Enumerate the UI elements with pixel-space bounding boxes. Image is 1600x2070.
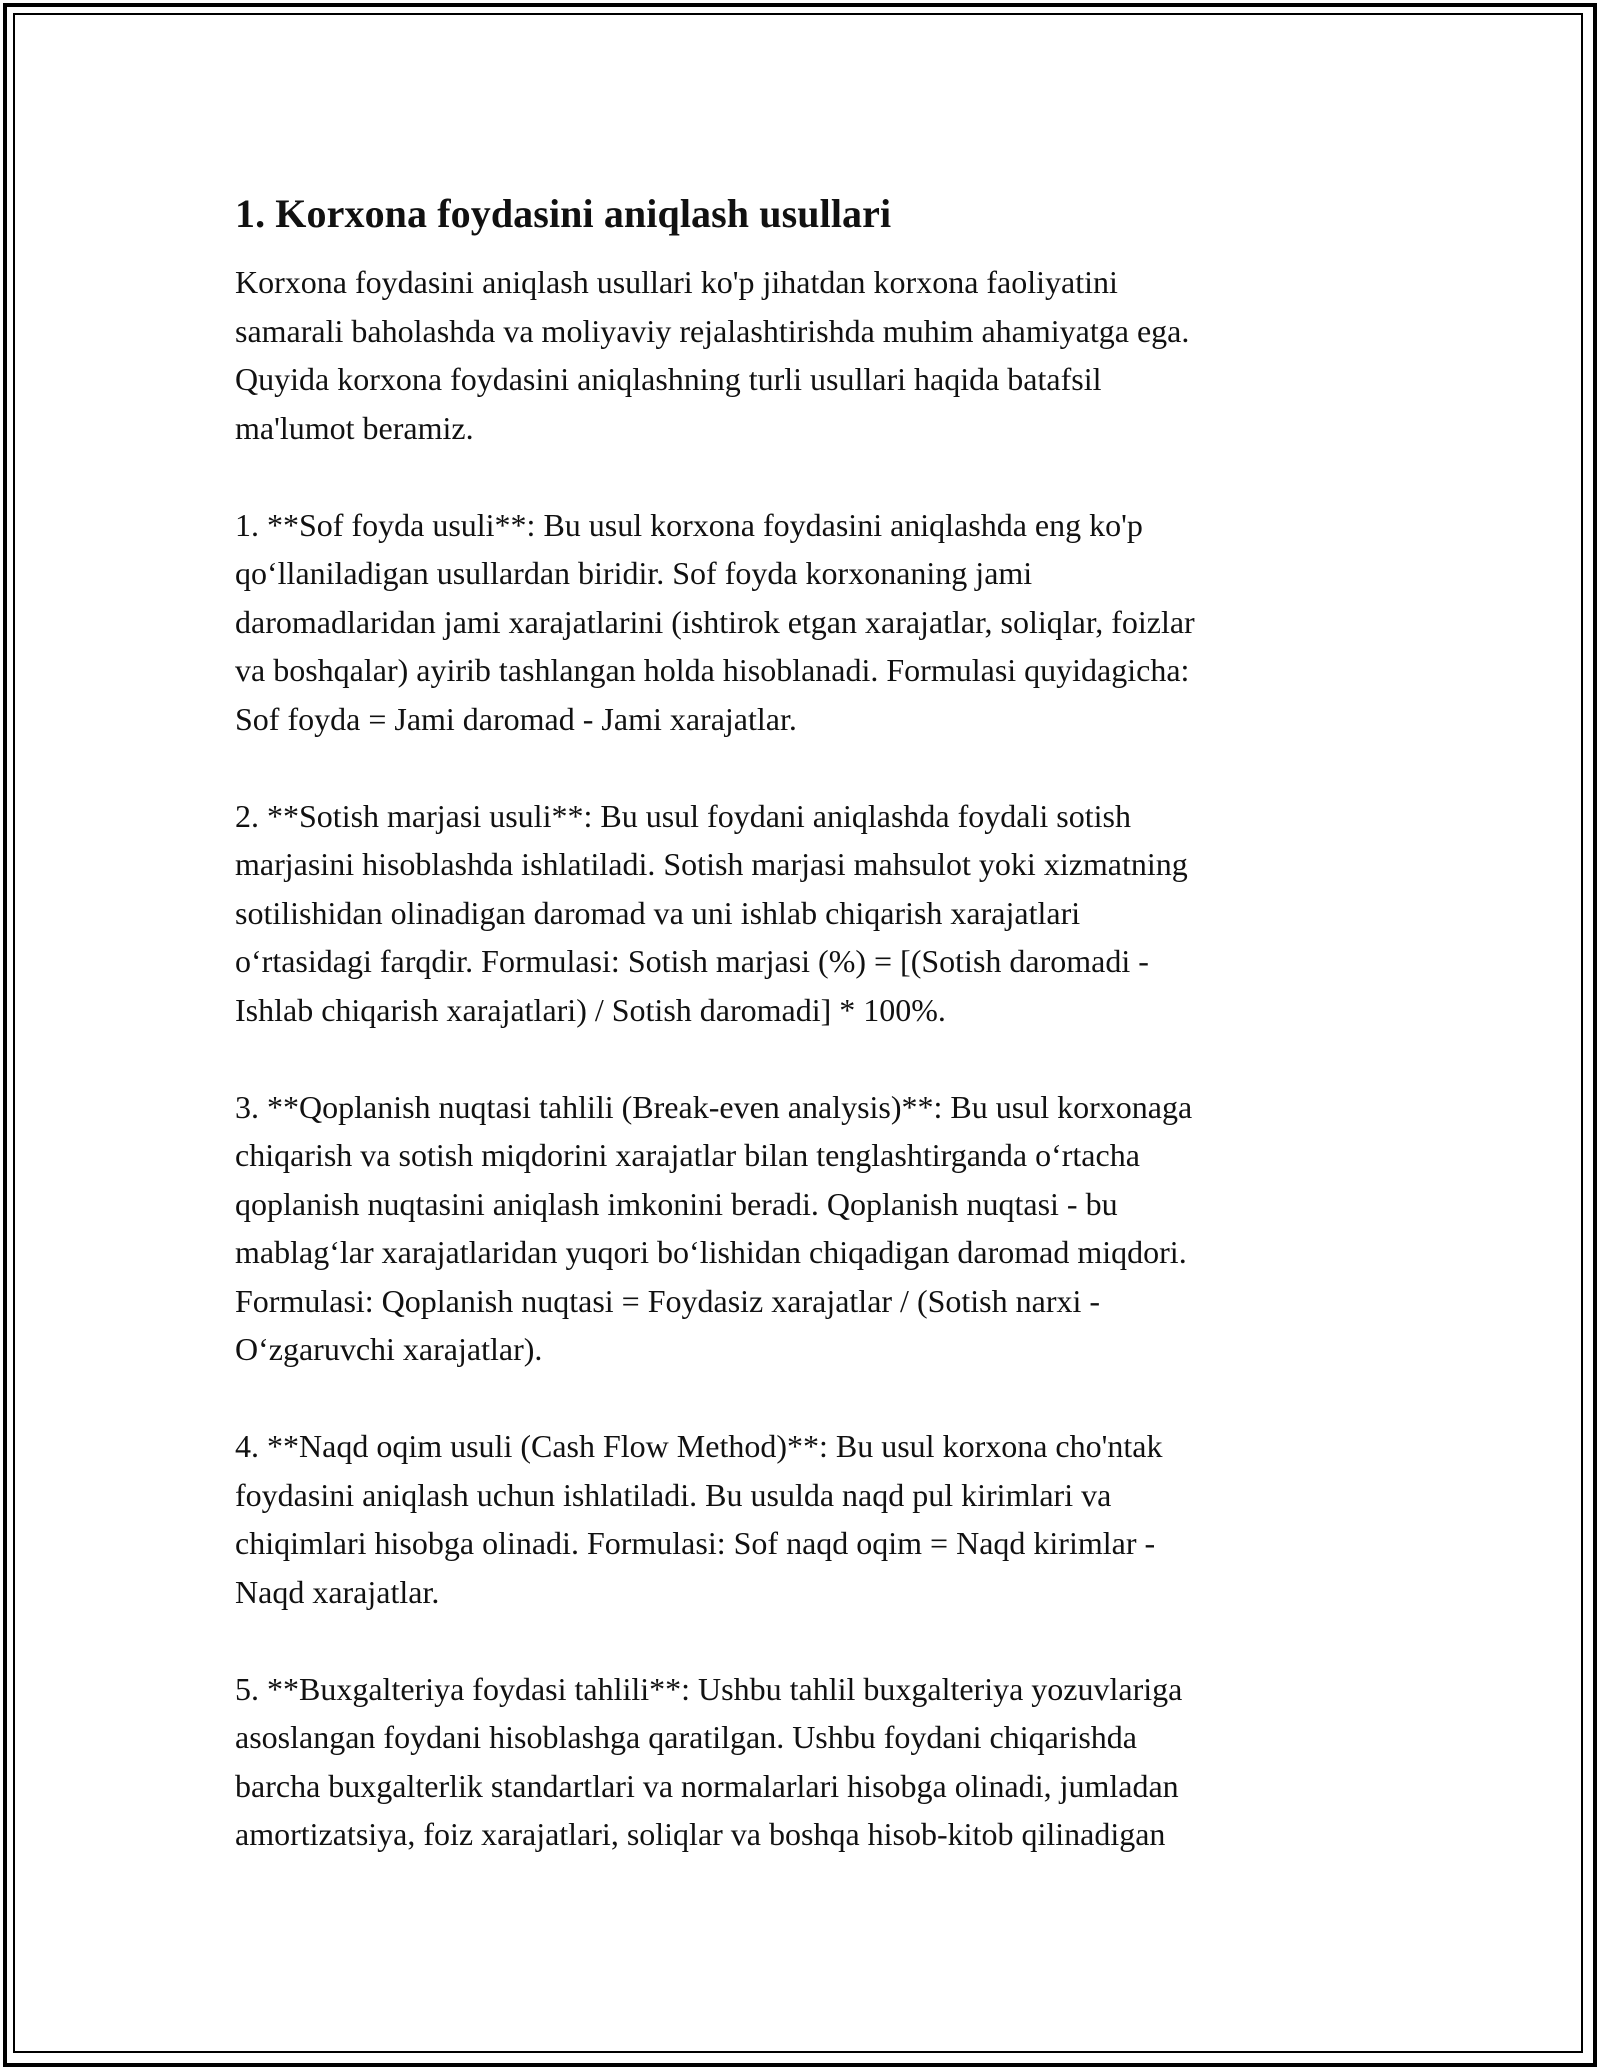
method-paragraph-3: 3. **Qoplanish nuqtasi tahlili (Break-even analysis)**: Bu usul korxonaga chiqarish va sotish miqdorini xarajatlar bilan tenglashtirganda o‘rtacha qoplanish nuqtasini aniqlash imkonini beradi. Qoplanish nuqtasi - bu mablag‘lar xarajatlaridan yuqori bo‘lishidan chiqadigan daromad miqdori. Formulasi: Qoplanish nuqtasi = Foydasiz xarajatlar / (Sotish narxi - O‘zgaruvchi xarajatlar). <box>235 1088 1193 1367</box>
method-paragraph-1: 1. **Sof foyda usuli**: Bu usul korxona foydasini aniqlashda eng ko'p qo‘llaniladigan usullardan biridir. Sof foyda korxonaning jami daromadlaridan jami xarajatlarini (ishtirok etgan xarajatlar, soliqlar, foizlar va boshqalar) ayirib tashlangan holda hisoblanadi. Formulasi quyidagicha: Sof foyda = Jami daromad - Jami xarajatlar. <box>235 506 1195 737</box>
method-paragraph-2: 2. **Sotish marjasi usuli**: Bu usul foydani aniqlashda foydali sotish marjasini hisoblashda ishlatiladi. Sotish marjasi mahsulot yoki xizmatning sotilishidan olinadigan daromad va uni ishlab chiqarish xarajatlari o‘rtasidagi farqdir. Formulasi: Sotish marjasi (%) = [(Sotish daromadi - Ishlab chiqarish xarajatlari) / Sotish daromadi] * 100%. <box>235 797 1188 1028</box>
method-paragraph-5: 5. **Buxgalteriya foydasi tahlili**: Ushbu tahlil buxgalteriya yozuvlariga asoslangan foydani hisoblashga qaratilgan. Ushbu foydani chiqarishda barcha buxgalterlik standartlari va normalarlari hisobga olinadi, jumladan amortizatsiya, foiz xarajatlari, soliqlar va boshqa hisob-kitob qilinadigan <box>235 1670 1183 1852</box>
intro-paragraph: Korxona foydasini aniqlash usullari ko'p jihatdan korxona faoliyatini samarali baholashda va moliyaviy rejalashtirishda muhim ahamiyatga ega. Quyida korxona foydasini aniqlashning turli usullari haqida batafsil ma'lumot beramiz. <box>235 264 1190 446</box>
method-paragraph-4: 4. **Naqd oqim usuli (Cash Flow Method)**: Bu usul korxona cho'ntak foydasini aniqlash uchun ishlatiladi. Bu usulda naqd pul kirimlari va chiqimlari hisobga olinadi. Formulasi: Sof naqd oqim = Naqd kirimlar - Naqd xarajatlar. <box>235 1428 1163 1610</box>
section-heading: 1. Korxona foydasini aniqlash usullari <box>235 191 892 236</box>
document-body <box>235 188 1375 1907</box>
